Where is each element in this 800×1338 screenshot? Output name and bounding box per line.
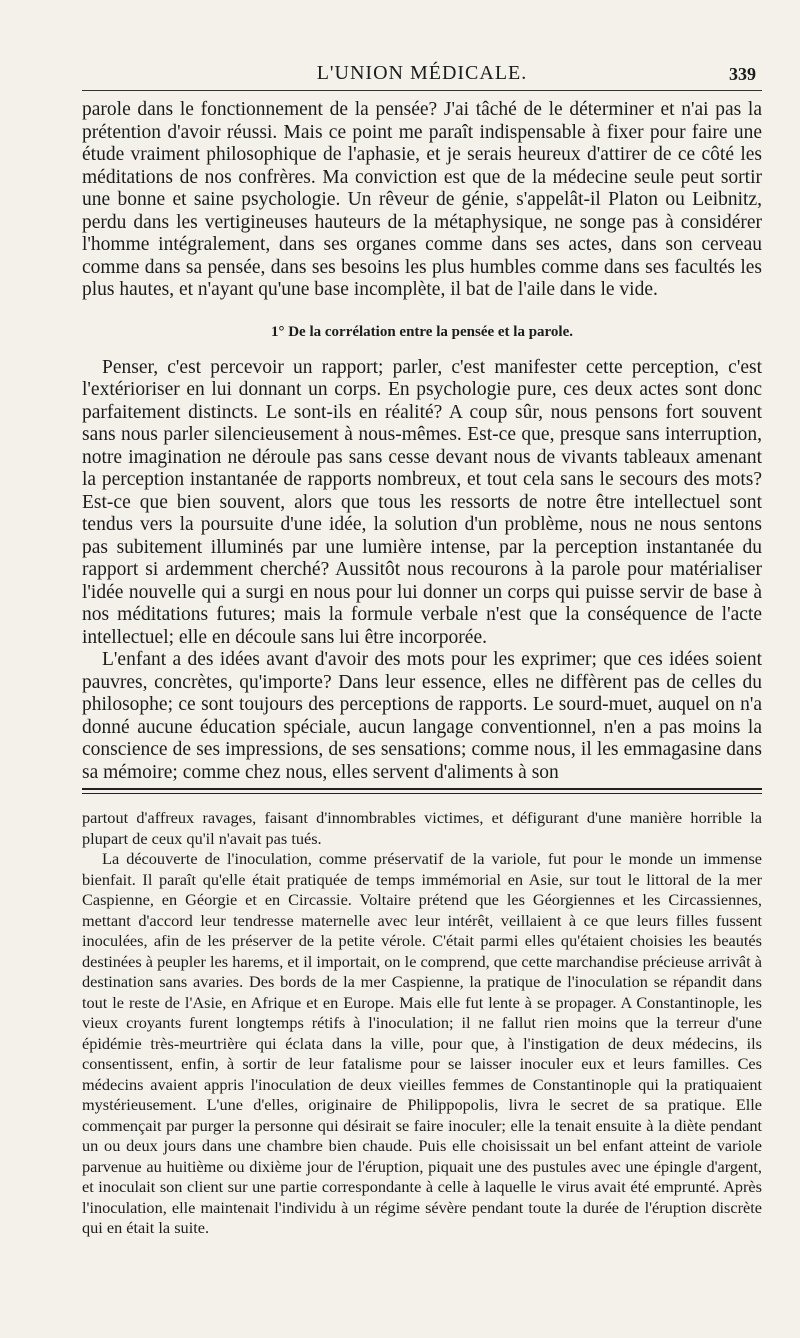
paragraph: Penser, c'est percevoir un rapport; parler, c'est manifester cette perception, c'est l'extérioriser en lui donnant un corps. En psychologie pure, ces deux actes sont donc parfaitement distincts. Le sont-ils en réalité? A coup sûr, nous pensons fort souvent sans nous parler silencieusement à nous-mêmes. Est-ce que, presque sans interruption, notre imagination ne déroule pas sans cesse devant nous de vivants tableaux amenant la perception instantanée de rapports nombreux, et tout cela sans le secours des mots? Est-ce que bien souvent, alors que tous les ressorts de notre être intellectuel sont tendus vers la poursuite d'une idée, la solution d'un problème, nous ne nous sentons pas subitement illuminés par une lumière intense, par la perception instantanée du rapport si ardemment cherché? Aussitôt nous recourons à la parole pour matérialiser l'idée nouvelle qui a surgi en nous pour lui donner un corps qui puisse servir de base à nos méditations futures; mais la formule verbale n'est que la conséquence de l'acte intellectuel; elle en découle sans lui être incorporée.: [82, 356, 762, 648]
paragraph: L'enfant a des idées avant d'avoir des mots pour les exprimer; que ces idées soient pauvres, concrètes, qu'importe? Dans leur essence, elles ne diffèrent pas de celles du philosophe; ce sont toujours des perceptions de rapports. Le sourd-muet, auquel on n'a donné aucune éducation spéciale, aucun langage conventionnel, n'en a pas moins la conscience de ses impressions, de ses sensations; comme nous, il les emmagasine dans sa mémoire; comme chez nous, elles servent d'aliments à son: [82, 649, 762, 783]
paragraph: partout d'affreux ravages, faisant d'innombrables victimes, et défigurant d'une manière horrible la plupart de ceux qu'il n'avait pas tués.: [82, 808, 762, 848]
section-heading: 1° De la corrélation entre la pensée et la parole.: [270, 323, 574, 340]
double-rule-separator: [82, 788, 762, 794]
running-head: [82, 56, 762, 91]
paragraph: parole dans le fonctionnement de la pensée? J'ai tâché de le déterminer et n'ai pas la prétention d'avoir réussi. Mais ce point me paraît indispensable à fixer pour faire une étude vraiment philosophique de l'aphasie, et je serais heureux d'attirer de ce côté les méditations de nos confrères. Ma conviction est que de la médecine seule peut sortir une bonne et saine psychologie. Un rêveur de génie, s'appelât-il Platon ou Leibnitz, perdu dans les vertigineuses hauteurs de la métaphysique, ne songe pas à considérer l'homme intégralement, dans ses organes comme dans ses actes, dans son cerveau comme dans sa pensée, dans ses besoins les plus humbles comme dans ses facultés les plus hautes, et n'ayant qu'une base incomplète, il bat de l'aile dans le vide.: [82, 99, 762, 300]
running-title: L'UNION MÉDICALE.: [316, 62, 528, 84]
lower-text-block: [82, 808, 762, 1239]
upper-text-block: [82, 99, 762, 784]
paragraph: La découverte de l'inoculation, comme préservatif de la variole, fut pour le monde un immense bienfait. Il paraît qu'elle était pratiquée de temps immémorial en Asie, sur tout le littoral de la mer Caspienne, en Géorgie et en Circassie. Voltaire prétend que les Géorgiennes et les Circassiennes, mettant d'accord leur tendresse maternelle avec leur intérêt, veillaient à ce que leurs filles fussent inoculées, afin de les préserver de la petite vérole. C'était parmi elles qu'étaient choisies les beautés destinées à peupler les harems, et il importait, on le comprend, que cette marchandise précieuse arrivât à destination sans avaries. Des bords de la mer Caspienne, la pratique de l'inoculation se répandit dans tout le reste de l'Asie, en Afrique et en Europe. Mais elle fut lente à se propager. A Constantinople, les vieux croyants furent longtemps rétifs à l'inoculation; il ne fallut rien moins que la terreur d'une épidémie très-meurtrière qui éclata dans la ville, pour que, à l'instigation de deux médecins, ils consentissent, enfin, à sortir de leur fatalisme pour se laisser inoculer eux et leurs familles. Ces médecins avaient appris l'inoculation de deux vieilles femmes de Constantinople qui la pratiquaient mystérieusement. L'une d'elles, originaire de Philippopolis, livra le secret de sa pratique. Elle commençait par purger la personne qui désirait se faire inoculer; elle la tenait ensuite à la diète pendant un ou deux jours dans une chambre bien chaude. Puis elle choisissait un bel enfant atteint de variole parvenue au huitième ou dixième jour de l'éruption, piquait une des pustules avec une épingle d'argent, et inoculait son client sur une partie correspondante à celle à laquelle le virus avait été emprunté. Après l'inoculation, elle maintenait l'individu à un régime sévère pendant toute la durée de l'éruption discrète qui en était la suite.: [82, 849, 762, 1237]
page-number: 339: [729, 64, 756, 84]
